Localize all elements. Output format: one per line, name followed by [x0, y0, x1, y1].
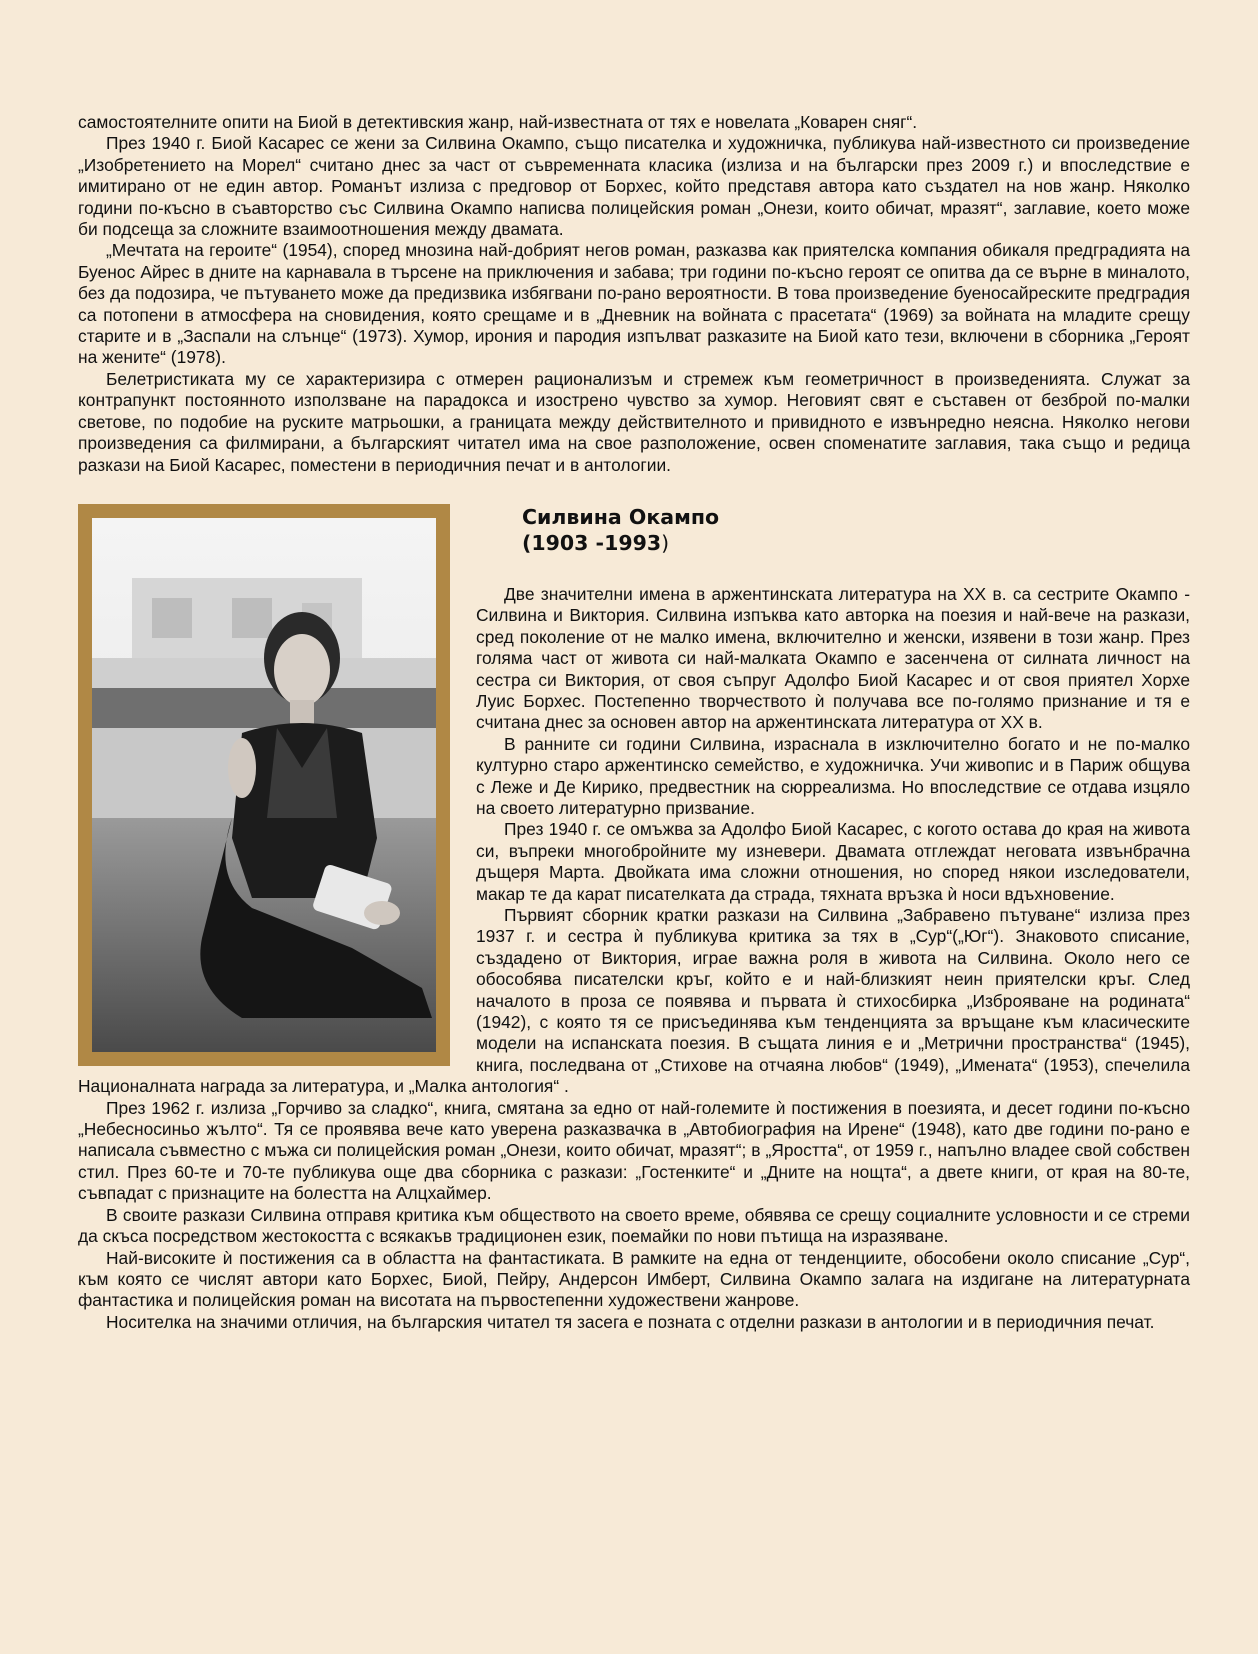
bio-section [78, 504, 1190, 1333]
top-text-section [78, 112, 1190, 476]
bio-years [522, 530, 1190, 556]
paragraph: През 1962 г. излиза „Горчиво за сладко“, книга, смятана за едно от най-големите ѝ постижения в поезията, и десет години по-късно „Небесносиньо жълто“. Тя се проявява вече като уверена разказвачка в „Автобиография на Ирене“ (1948), като две години по-рано е написала съвместно с мъжа си полицейския роман „Онези, които обичат, мразят“; в „Яростта“, от 1959 г., напълно владее свой собствен стил. През 60-те и 70-те публикува още два сборника с разкази: „Гостенките“ и „Дните на нощта“, а двете книги, от края на 80-те, съвпадат с признаците на болестта на Алцхаймер. [78, 1097, 1190, 1204]
paragraph: В ранните си години Силвина, израснала в изключително богато и не по-малко културно старо аржентинско семейство, е художничка. Учи живопис и в Париж общува с Леже и Де Кирико, предвестник на сюрреализма. Но впоследствие се отдава изцяло на своето литературно призвание. [476, 733, 1190, 818]
paragraph: Две значителни имена в аржентинската литература на ХХ в. са сестрите Окампо - Силвина и Виктория. Силвина изпъква като авторка на поезия и най-вече на разкази, сред поколение от не малко имена, включително и женски, изявени в този жанр. През голяма част от живота си най-малката Окампо е засенчена от силната личност на сестра си Виктория, от своя съпруг Адолфо Биой Касарес и от своя приятел Хорхе Луис Борхес. Постепенно творчеството ѝ получава все по-голямо признание и тя е считана днес за основен автор на аржентинската литература от ХХ в. [476, 583, 1190, 733]
paragraph: През 1940 г. се омъжва за Адолфо Биой Касарес, с когото остава до края на живота си, въпреки многобройните му изневери. Двамата отглеждат неговата извънбрачна дъщеря Марта. Двойката има сложни отношения, но според някои изследователи, макар те да карат писателката да страда, тяхната връзка ѝ носи вдъхновение. [476, 819, 1190, 904]
paragraph: През 1940 г. Биой Касарес се жени за Силвина Окампо, също писателка и художничка, публикува най-известното си произведение „Изобретението на Морел“ считано днес за част от съвременната класика (излиза и на български през 2009 г.) и впоследствие е имитирано от не един автор. Романът излиза с предговор от Борхес, който представя автора като създател на нов жанр. Няколко години по-късно в съавторство със Силвина Окампо написва полицейския роман „Онези, които обичат, мразят“, заглавие, което може би подсеща за сложните взаимоотношения между двамата. [78, 133, 1190, 240]
bio-years-close: ) [661, 530, 670, 555]
bio-heading [522, 504, 1190, 556]
article-page [78, 112, 1190, 1333]
portrait-photo [78, 504, 450, 1066]
paragraph: Първият сборник кратки разкази на Силвина „Забравено пътуване“ излиза през 1937 г. и сестра ѝ публикува критика за тях в „Сур“(„Юг“). Знаковото списание, създадено от Виктория, играе важна роля в живота на Силвина. Около него се обособява писателски кръг, който е и най-близкият неин приятелски кръг. След началото в проза се появява и първата ѝ стихосбирка „Изброяване на родината“ (1942), с която тя се присъединява към тенденцията за връщане към класическите модели на испанската поезия. В същата линия е и „Метрични пространства“ (1945), книга, последвана от „Стихове на отчаяна любов“ (1949), „Имената“ (1953), спечелила Националната награда за литература, и „Малка антология“ . [78, 905, 1190, 1097]
woman-seated-on-beach-photo [92, 518, 436, 1052]
bio-years-text: (1903 -1993 [522, 530, 662, 555]
paragraph: „Мечтата на героите“ (1954), според мнозина най-добрият негов роман, разказва как приятелска компания обикаля предградията на Буенос Айрес в дните на карнавала в търсене на приключения и забава; три години по-късно героят се опитва да се върне в миналото, без да подозира, че пътуването може да предизвика избягвани по-рано вероятности. В това произведение буеносайреските предградия са потопени в атмосфера на сновидения, която срещаме и в „Дневник на войната с прасетата“ (1969) за войната на младите срещу старите и в „Заспали на слънце“ (1973). Хумор, ирония и пародия изпълват разказите на Биой като тези, включени в сборника „Героят на жените“ (1978). [78, 240, 1190, 368]
bio-name: Силвина Окампо [522, 504, 720, 529]
paragraph: В своите разкази Силвина отправя критика към обществото на своето време, обявява се срещу социалните условности и се стреми да скъса посредством жестокостта с всякакъв традиционен език, поемайки по нови пътища на изразяване. [78, 1204, 1190, 1247]
paragraph: Белетристиката му се характеризира с отмерен рационализъм и стремеж към геометричност в произведенията. Служат за контрапункт постоянното използване на парадокса и изострено чувство за хумор. Неговият свят е съставен от безброй по-малки светове, по подобие на руските матрьошки, а границата между действителното и привидното е извънредно неясна. Няколко негови произведения са филмирани, а българският читател има на свое разположение, освен споменатите заглавия, така също и редица разкази на Биой Касарес, поместени в периодичния печат и в антологии. [78, 368, 1190, 475]
paragraph: самостоятелните опити на Биой в детективския жанр, най-известната от тях е новелата „Коварен сняг“. [78, 112, 918, 132]
paragraph: Най-високите ѝ постижения са в областта на фантастиката. В рамките на една от тенденциите, обособени около списание „Сур“, към която се числят автори като Борхес, Биой, Пейру, Андерсон Имберт, Силвина Окампо залага на издигане на литературната фантастика и полицейския роман на висотата на първостепенни художествени жанрове. [78, 1247, 1190, 1311]
paragraph: Носителка на значими отличия, на българския читател тя засега е позната с отделни разкази в антологии и в периодичния печат. [106, 1311, 1155, 1332]
